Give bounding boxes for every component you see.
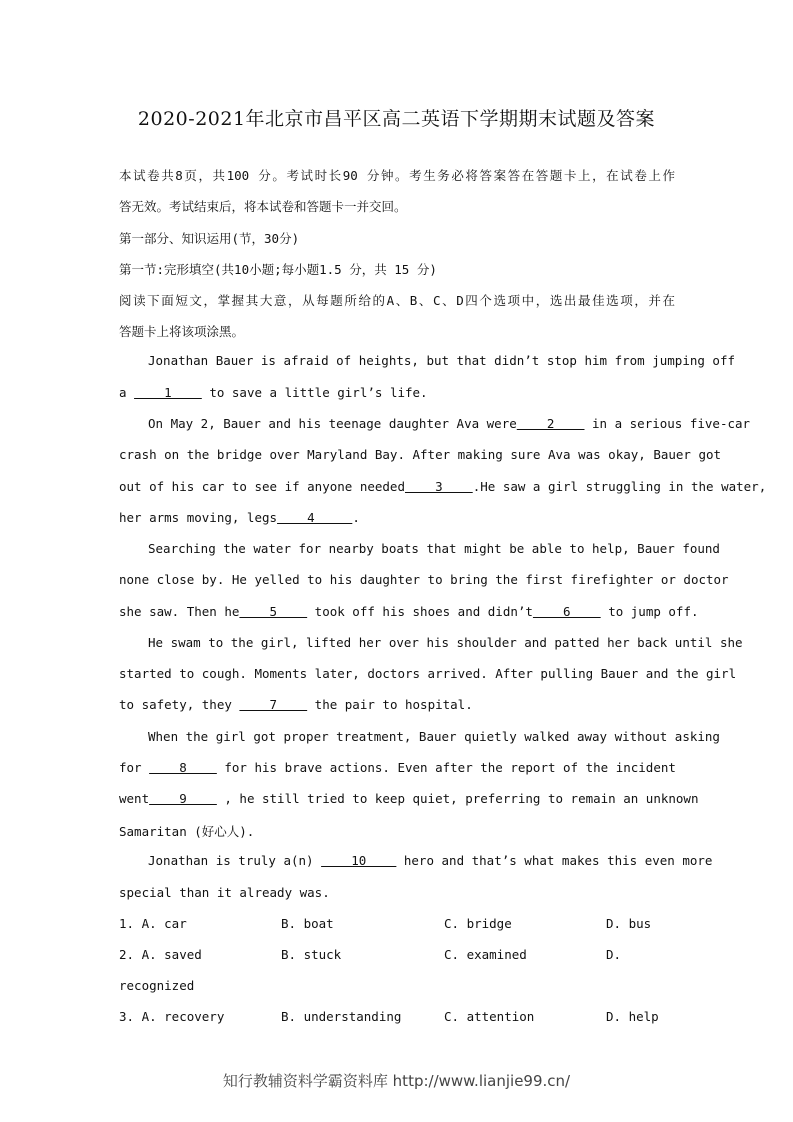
passage-line: Samaritan (好心人). bbox=[119, 824, 255, 839]
section-heading: 第一节:完形填空(共10小题;每小题1.5 分，共 15 分) bbox=[119, 262, 437, 277]
option-a: 3. A. recovery bbox=[119, 1009, 225, 1024]
option-d-wrapped: recognized bbox=[119, 978, 195, 993]
passage-line: to safety, they 7 the pair to hospital. bbox=[119, 697, 473, 712]
option-a: 2. A. saved bbox=[119, 947, 202, 962]
intro-text: 答无效。考试结束后，将本试卷和答题卡一并交回。 bbox=[119, 199, 407, 214]
option-c: C. bridge bbox=[444, 916, 512, 931]
option-a: 1. A. car bbox=[119, 916, 187, 931]
instruction-text: 阅读下面短文，掌握其大意，从每题所给的A、B、C、D四个选项中，选出最佳选项，并在 bbox=[119, 293, 675, 308]
passage-line: Searching the water for nearby boats that might be able to help, Bauer found bbox=[148, 541, 720, 556]
blank-6: 6 bbox=[532, 604, 601, 619]
blank-2: 2 bbox=[516, 416, 585, 431]
passage-line: none close by. He yelled to his daughter to bring the first firefighter or doctor bbox=[119, 572, 729, 587]
option-c: C. examined bbox=[444, 947, 527, 962]
intro-text: 本试卷共8页，共100 分。考试时长90 分钟。考生务必将答案答在答题卡上，在试卷上作 bbox=[119, 168, 675, 183]
passage-line: Jonathan is truly a(n) 10 hero and that’s what makes this even more bbox=[148, 853, 713, 868]
passage-line: special than it already was. bbox=[119, 885, 330, 900]
option-d: D. bbox=[606, 947, 622, 962]
passage-line: started to cough. Moments later, doctors arrived. After pulling Bauer and the girl bbox=[119, 666, 737, 681]
option-d: D. bus bbox=[606, 916, 652, 931]
passage-line: for 8 for his brave actions. Even after the report of the incident bbox=[119, 760, 676, 775]
passage-line: went 9 , he still tried to keep quiet, preferring to remain an unknown bbox=[119, 791, 699, 806]
passage-line: Jonathan Bauer is afraid of heights, but that didn’t stop him from jumping off bbox=[148, 353, 735, 368]
option-b: B. stuck bbox=[281, 947, 342, 962]
blank-3: 3 bbox=[404, 479, 473, 494]
footer-watermark: 知行教辅资料学霸资料库 http://www.lianjie99.cn/ bbox=[222, 1072, 571, 1090]
passage-line: He swam to the girl, lifted her over his shoulder and patted her back until she bbox=[148, 635, 743, 650]
option-b: B. boat bbox=[281, 916, 334, 931]
part-heading: 第一部分、知识运用(节，30分) bbox=[119, 231, 300, 246]
blank-8: 8 bbox=[149, 760, 217, 775]
blank-4: 4 bbox=[277, 510, 353, 525]
passage-line: crash on the bridge over Maryland Bay. After making sure Ava was okay, Bauer got bbox=[119, 447, 722, 462]
blank-9: 9 bbox=[149, 791, 217, 806]
option-b: B. understanding bbox=[281, 1009, 402, 1024]
blank-5: 5 bbox=[239, 604, 308, 619]
blank-1: 1 bbox=[134, 385, 202, 400]
instruction-text: 答题卡上将该项涂黑。 bbox=[119, 324, 245, 339]
passage-line: When the girl got proper treatment, Bauer quietly walked away without asking bbox=[148, 729, 720, 744]
passage-line: a 1 to save a little girl’s life. bbox=[119, 385, 428, 400]
blank-10: 10 bbox=[321, 853, 397, 868]
blank-7: 7 bbox=[239, 697, 308, 712]
passage-line: out of his car to see if anyone needed 3 .He saw a girl struggling in the water, bbox=[119, 479, 767, 494]
passage-line: her arms moving, legs 4 . bbox=[119, 510, 360, 525]
passage-line: she saw. Then he 5 took off his shoes and didn’t 6 to jump off. bbox=[119, 604, 699, 619]
passage-line: On May 2, Bauer and his teenage daughter Ava were 2 in a serious five-car bbox=[148, 416, 751, 431]
option-c: C. attention bbox=[444, 1009, 535, 1024]
option-d: D. help bbox=[606, 1009, 659, 1024]
page-title: 2020-2021年北京市昌平区高二英语下学期期末试题及答案 bbox=[137, 108, 656, 130]
